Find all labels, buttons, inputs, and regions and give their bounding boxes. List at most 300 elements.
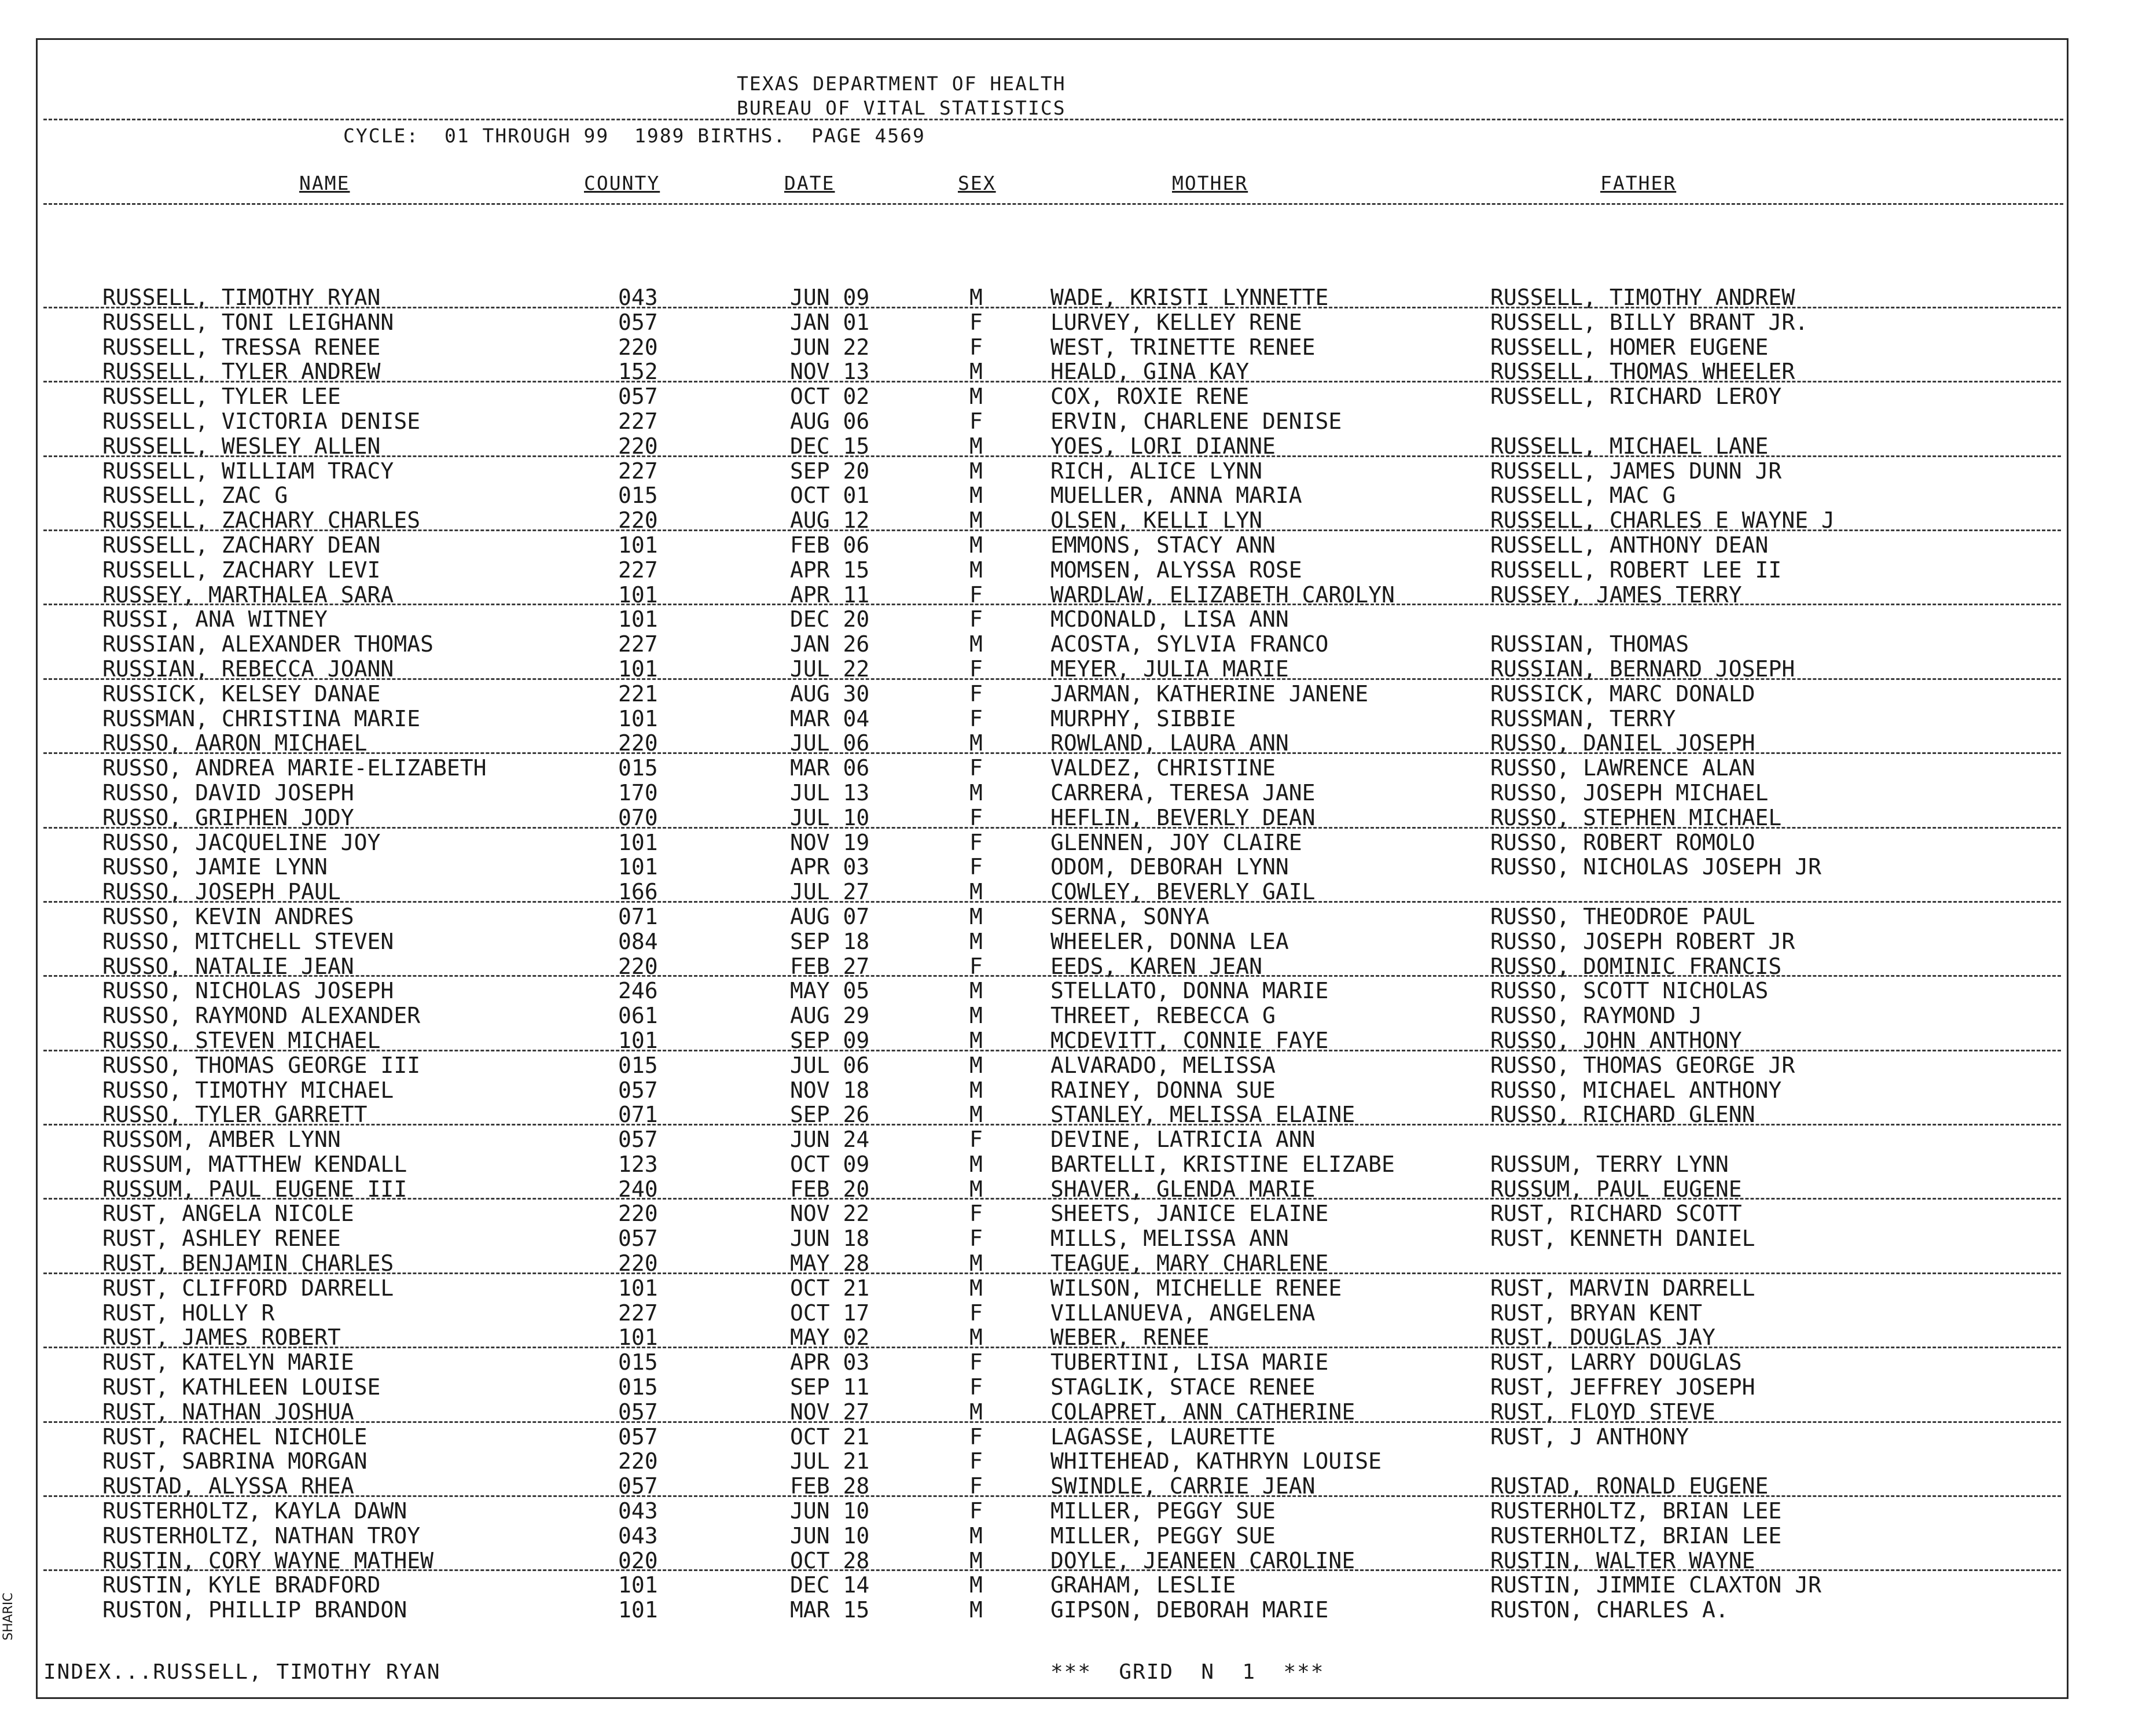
record-name: RUSSO, MITCHELL STEVEN — [102, 928, 394, 954]
table-row — [38, 607, 2067, 632]
table-row — [38, 1425, 2067, 1450]
record-mother: DOYLE, JEANEEN CAROLINE — [1050, 1547, 1355, 1573]
record-sex: F — [969, 1424, 983, 1450]
record-sex: F — [969, 1349, 983, 1375]
record-sex: M — [969, 1102, 983, 1128]
record-county: 015 — [618, 483, 658, 509]
record-father: RUSSELL, HOMER EUGENE — [1490, 334, 1769, 360]
record-father: RUSSICK, MARC DONALD — [1490, 681, 1755, 707]
record-county: 101 — [618, 705, 658, 731]
record-date: JUN 24 — [790, 1127, 870, 1153]
table-row — [38, 806, 2067, 830]
record-father: RUSTON, CHARLES A. — [1490, 1597, 1729, 1623]
record-name: RUSTAD, ALYSSA RHEA — [102, 1473, 354, 1499]
record-name: RUST, ASHLEY RENEE — [102, 1226, 341, 1252]
record-name: RUSSO, THOMAS GEORGE III — [102, 1052, 421, 1078]
record-name: RUSTON, PHILLIP BRANDON — [102, 1597, 407, 1623]
table-row — [38, 979, 2067, 1003]
record-name: RUSSO, NICHOLAS JOSEPH — [102, 978, 394, 1004]
record-father: RUSSELL, MICHAEL LANE — [1490, 433, 1769, 459]
record-county: 101 — [618, 532, 658, 558]
record-mother: ACOSTA, SYLVIA FRANCO — [1050, 631, 1329, 657]
record-date: AUG 12 — [790, 507, 870, 534]
record-father: RUSSO, DOMINIC FRANCIS — [1490, 953, 1782, 979]
record-father: RUST, BRYAN KENT — [1490, 1300, 1703, 1326]
record-county: 170 — [618, 779, 658, 806]
record-date: MAR 15 — [790, 1597, 870, 1623]
table-row — [38, 359, 2067, 384]
record-father: RUST, JEFFREY JOSEPH — [1490, 1374, 1755, 1400]
record-county: 101 — [618, 829, 658, 855]
record-sex: F — [969, 705, 983, 731]
record-date: OCT 01 — [790, 483, 870, 509]
record-mother: WILSON, MICHELLE RENEE — [1050, 1275, 1342, 1301]
record-father: RUSTIN, WALTER WAYNE — [1490, 1547, 1755, 1573]
table-row — [38, 1078, 2067, 1103]
record-father: RUSSO, LAWRENCE ALAN — [1490, 755, 1755, 781]
record-father: RUST, KENNETH DANIEL — [1490, 1226, 1755, 1252]
record-mother: GIPSON, DEBORAH MARIE — [1050, 1597, 1329, 1623]
record-mother: TEAGUE, MARY CHARLENE — [1050, 1250, 1329, 1277]
record-father: RUST, J ANTHONY — [1490, 1424, 1689, 1450]
agency-title: TEXAS DEPARTMENT OF HEALTH — [737, 72, 1066, 95]
record-name: RUSSO, JACQUELINE JOY — [102, 829, 381, 855]
record-date: JUL 06 — [790, 730, 870, 756]
record-county: 015 — [618, 1349, 658, 1375]
record-county: 057 — [618, 1399, 658, 1425]
record-father: RUSSELL, BILLY BRANT JR. — [1490, 309, 1809, 335]
record-father: RUSSELL, THOMAS WHEELER — [1490, 359, 1795, 385]
record-sex: M — [969, 384, 983, 410]
record-date: OCT 09 — [790, 1151, 870, 1177]
record-county: 227 — [618, 631, 658, 657]
record-sex: F — [969, 681, 983, 707]
record-county: 220 — [618, 1201, 658, 1227]
record-father: RUSSO, ROBERT ROMOLO — [1490, 829, 1755, 855]
record-county: 015 — [618, 1052, 658, 1078]
table-row — [38, 1375, 2067, 1400]
record-mother: SERNA, SONYA — [1050, 903, 1210, 929]
record-date: OCT 21 — [790, 1275, 870, 1301]
record-name: RUSSELL, WESLEY ALLEN — [102, 433, 381, 459]
table-row — [38, 1598, 2067, 1623]
record-father: RUSSO, JOSEPH MICHAEL — [1490, 779, 1769, 806]
record-date: MAY 28 — [790, 1250, 870, 1277]
record-father: RUSSUM, TERRY LYNN — [1490, 1151, 1729, 1177]
record-name: RUSTERHOLTZ, NATHAN TROY — [102, 1522, 421, 1549]
record-sex: M — [969, 1325, 983, 1351]
record-sex: M — [969, 359, 983, 385]
record-father: RUST, LARRY DOUGLAS — [1490, 1349, 1742, 1375]
record-county: 221 — [618, 681, 658, 707]
record-date: FEB 20 — [790, 1176, 870, 1202]
record-name: RUSSEY, MARTHALEA SARA — [102, 582, 394, 608]
table-row — [38, 707, 2067, 731]
record-name: RUSSO, DAVID JOSEPH — [102, 779, 354, 806]
record-father: RUSSO, JOHN ANTHONY — [1490, 1027, 1742, 1053]
table-row — [38, 1350, 2067, 1375]
record-mother: GRAHAM, LESLIE — [1050, 1572, 1236, 1598]
record-name: RUSSMAN, CHRISTINA MARIE — [102, 705, 421, 731]
record-mother: RAINEY, DONNA SUE — [1050, 1077, 1276, 1103]
record-name: RUSSIAN, ALEXANDER THOMAS — [102, 631, 433, 657]
record-county: 101 — [618, 854, 658, 880]
record-father: RUSSO, JOSEPH ROBERT JR — [1490, 928, 1795, 954]
record-date: MAR 04 — [790, 705, 870, 731]
record-name: RUSSELL, TYLER ANDREW — [102, 359, 381, 385]
table-row — [38, 1251, 2067, 1276]
record-sex: F — [969, 1201, 983, 1227]
record-mother: MILLER, PEGGY SUE — [1050, 1522, 1276, 1549]
record-county: 057 — [618, 1077, 658, 1103]
record-date: NOV 13 — [790, 359, 870, 385]
record-sex: M — [969, 1572, 983, 1598]
record-name: RUSSO, KEVIN ANDRES — [102, 903, 354, 929]
record-father: RUSSO, THOMAS GEORGE JR — [1490, 1052, 1795, 1078]
record-mother: SHAVER, GLENDA MARIE — [1050, 1176, 1316, 1202]
record-name: RUSSELL, ZAC G — [102, 483, 288, 509]
table-row — [38, 682, 2067, 707]
grid-footer: *** GRID N 1 *** — [1050, 1660, 1325, 1684]
record-name: RUSSO, TYLER GARRETT — [102, 1102, 368, 1128]
record-date: JUN 22 — [790, 334, 870, 360]
record-father: RUSSELL, ROBERT LEE II — [1490, 557, 1782, 583]
record-father: RUSTIN, JIMMIE CLAXTON JR — [1490, 1572, 1821, 1598]
record-county: 061 — [618, 1003, 658, 1029]
record-sex: F — [969, 1226, 983, 1252]
column-header-divider — [43, 203, 2063, 205]
record-date: JUL 21 — [790, 1448, 870, 1474]
record-date: DEC 20 — [790, 606, 870, 632]
record-mother: COLAPRET, ANN CATHERINE — [1050, 1399, 1355, 1425]
record-sex: F — [969, 829, 983, 855]
record-name: RUST, CLIFFORD DARRELL — [102, 1275, 394, 1301]
record-mother: WEST, TRINETTE RENEE — [1050, 334, 1316, 360]
record-father: RUSSELL, JAMES DUNN JR — [1490, 458, 1782, 484]
record-date: JUL 22 — [790, 656, 870, 682]
record-mother: LAGASSE, LAURETTE — [1050, 1424, 1276, 1450]
record-county: 101 — [618, 1275, 658, 1301]
record-date: SEP 11 — [790, 1374, 870, 1400]
record-father: RUSTERHOLTZ, BRIAN LEE — [1490, 1522, 1782, 1549]
record-county: 227 — [618, 408, 658, 434]
record-mother: YOES, LORI DIANNE — [1050, 433, 1276, 459]
record-county: 101 — [618, 1325, 658, 1351]
record-date: MAY 02 — [790, 1325, 870, 1351]
table-row — [38, 533, 2067, 558]
record-father: RUSSO, SCOTT NICHOLAS — [1490, 978, 1769, 1004]
table-row — [38, 1053, 2067, 1078]
record-mother: VILLANUEVA, ANGELENA — [1050, 1300, 1316, 1326]
table-row — [38, 558, 2067, 583]
record-father: RUSTERHOLTZ, BRIAN LEE — [1490, 1498, 1782, 1524]
record-father: RUST, DOUGLAS JAY — [1490, 1325, 1715, 1351]
table-row — [38, 954, 2067, 979]
record-county: 070 — [618, 804, 658, 830]
table-row — [38, 657, 2067, 682]
table-row — [38, 1549, 2067, 1573]
table-row — [38, 1102, 2067, 1127]
record-mother: STELLATO, DONNA MARIE — [1050, 978, 1329, 1004]
column-header-county: COUNTY — [584, 172, 660, 194]
record-mother: COX, ROXIE RENE — [1050, 384, 1250, 410]
bureau-title: BUREAU OF VITAL STATISTICS — [737, 97, 1066, 119]
record-name: RUSSO, JOSEPH PAUL — [102, 879, 341, 905]
column-header-date: DATE — [784, 172, 835, 194]
record-father: RUSSELL, MAC G — [1490, 483, 1676, 509]
record-date: OCT 02 — [790, 384, 870, 410]
record-name: RUSSELL, TRESSA RENEE — [102, 334, 381, 360]
record-name: RUST, ANGELA NICOLE — [102, 1201, 354, 1227]
record-father: RUSSO, MICHAEL ANTHONY — [1490, 1077, 1782, 1103]
record-mother: ROWLAND, LAURA ANN — [1050, 730, 1289, 756]
record-name: RUST, SABRINA MORGAN — [102, 1448, 368, 1474]
record-county: 057 — [618, 1127, 658, 1153]
record-mother: MUELLER, ANNA MARIA — [1050, 483, 1302, 509]
index-footer: INDEX...RUSSELL, TIMOTHY RYAN — [43, 1660, 441, 1684]
record-father: RUSSO, THEODROE PAUL — [1490, 903, 1755, 929]
record-sex: M — [969, 928, 983, 954]
record-name: RUSSELL, ZACHARY DEAN — [102, 532, 381, 558]
record-date: AUG 06 — [790, 408, 870, 434]
record-father: RUSSELL, TIMOTHY ANDREW — [1490, 285, 1795, 310]
table-row — [38, 929, 2067, 954]
record-name: RUSSELL, ZACHARY CHARLES — [102, 507, 421, 534]
record-sex: F — [969, 582, 983, 608]
table-row — [38, 1226, 2067, 1251]
record-father: RUSSO, DANIEL JOSEPH — [1490, 730, 1755, 756]
record-sex: M — [969, 483, 983, 509]
table-row — [38, 781, 2067, 806]
table-row — [38, 508, 2067, 533]
record-name: RUSSELL, WILLIAM TRACY — [102, 458, 394, 484]
record-date: OCT 21 — [790, 1424, 870, 1450]
record-date: JUN 18 — [790, 1226, 870, 1252]
record-date: DEC 15 — [790, 433, 870, 459]
record-sex: M — [969, 1077, 983, 1103]
record-mother: COWLEY, BEVERLY GAIL — [1050, 879, 1316, 905]
record-date: APR 11 — [790, 582, 870, 608]
record-date: NOV 19 — [790, 829, 870, 855]
record-mother: MCDEVITT, CONNIE FAYE — [1050, 1027, 1329, 1053]
table-row — [38, 1325, 2067, 1350]
table-row — [38, 830, 2067, 855]
table-row — [38, 1449, 2067, 1474]
record-mother: STAGLIK, STACE RENEE — [1050, 1374, 1316, 1400]
record-father: RUSSELL, ANTHONY DEAN — [1490, 532, 1769, 558]
table-row — [38, 1152, 2067, 1177]
record-name: RUST, BENJAMIN CHARLES — [102, 1250, 394, 1277]
record-sex: F — [969, 606, 983, 632]
record-name: RUSSELL, TIMOTHY RYAN — [102, 285, 381, 310]
record-county: 152 — [618, 359, 658, 385]
side-label: SHARIC — [1, 1592, 16, 1641]
record-sex: M — [969, 507, 983, 534]
record-sex: M — [969, 1399, 983, 1425]
record-county: 057 — [618, 1226, 658, 1252]
record-date: NOV 27 — [790, 1399, 870, 1425]
table-row — [38, 1028, 2067, 1053]
record-mother: TUBERTINI, LISA MARIE — [1050, 1349, 1329, 1375]
record-date: FEB 06 — [790, 532, 870, 558]
record-date: NOV 22 — [790, 1201, 870, 1227]
record-name: RUST, KATELYN MARIE — [102, 1349, 354, 1375]
table-row — [38, 384, 2067, 409]
record-name: RUSSO, GRIPHEN JODY — [102, 804, 354, 830]
record-mother: OLSEN, KELLI LYN — [1050, 507, 1263, 534]
table-row — [38, 335, 2067, 360]
record-sex: M — [969, 557, 983, 583]
table-row — [38, 632, 2067, 657]
record-county: 220 — [618, 1250, 658, 1277]
record-mother: LURVEY, KELLEY RENE — [1050, 309, 1302, 335]
table-row — [38, 409, 2067, 434]
record-date: JAN 26 — [790, 631, 870, 657]
record-date: AUG 29 — [790, 1003, 870, 1029]
table-row — [38, 1276, 2067, 1301]
table-row — [38, 1400, 2067, 1425]
record-name: RUSSO, ANDREA MARIE-ELIZABETH — [102, 755, 487, 781]
record-sex: M — [969, 879, 983, 905]
record-county: 220 — [618, 507, 658, 534]
record-father: RUSSIAN, THOMAS — [1490, 631, 1689, 657]
record-mother: BARTELLI, KRISTINE ELIZABE — [1050, 1151, 1395, 1177]
report-page-frame — [36, 38, 2068, 1699]
record-date: JAN 01 — [790, 309, 870, 335]
record-county: 043 — [618, 1498, 658, 1524]
record-county: 227 — [618, 1300, 658, 1326]
record-county: 220 — [618, 334, 658, 360]
record-name: RUSTIN, KYLE BRADFORD — [102, 1572, 381, 1598]
record-county: 015 — [618, 755, 658, 781]
record-mother: MILLS, MELISSA ANN — [1050, 1226, 1289, 1252]
column-header-name: NAME — [299, 172, 350, 194]
table-row — [38, 1127, 2067, 1152]
record-mother: SWINDLE, CARRIE JEAN — [1050, 1473, 1316, 1499]
record-mother: SHEETS, JANICE ELAINE — [1050, 1201, 1329, 1227]
record-mother: VALDEZ, CHRISTINE — [1050, 755, 1276, 781]
record-date: JUN 10 — [790, 1522, 870, 1549]
record-mother: MURPHY, SIBBIE — [1050, 705, 1236, 731]
record-mother: WHITEHEAD, KATHRYN LOUISE — [1050, 1448, 1382, 1474]
record-name: RUST, JAMES ROBERT — [102, 1325, 341, 1351]
record-sex: M — [969, 532, 983, 558]
record-date: AUG 07 — [790, 903, 870, 929]
record-name: RUST, RACHEL NICHOLE — [102, 1424, 368, 1450]
record-name: RUSSO, NATALIE JEAN — [102, 953, 354, 979]
record-sex: M — [969, 631, 983, 657]
record-mother: JARMAN, KATHERINE JANENE — [1050, 681, 1369, 707]
record-name: RUSSELL, ZACHARY LEVI — [102, 557, 381, 583]
record-sex: F — [969, 1498, 983, 1524]
record-date: DEC 14 — [790, 1572, 870, 1598]
record-name: RUSSELL, TONI LEIGHANN — [102, 309, 394, 335]
record-date: JUL 27 — [790, 879, 870, 905]
record-name: RUSSO, TIMOTHY MICHAEL — [102, 1077, 394, 1103]
record-county: 015 — [618, 1374, 658, 1400]
table-row — [38, 1301, 2067, 1326]
record-sex: F — [969, 1448, 983, 1474]
record-county: 057 — [618, 1473, 658, 1499]
record-name: RUSSELL, VICTORIA DENISE — [102, 408, 421, 434]
record-mother: WARDLAW, ELIZABETH CAROLYN — [1050, 582, 1395, 608]
record-date: FEB 27 — [790, 953, 870, 979]
record-mother: THREET, REBECCA G — [1050, 1003, 1276, 1029]
record-name: RUSSI, ANA WITNEY — [102, 606, 328, 632]
record-father: RUST, MARVIN DARRELL — [1490, 1275, 1755, 1301]
table-row — [38, 285, 2067, 310]
record-date: NOV 18 — [790, 1077, 870, 1103]
record-county: 101 — [618, 1597, 658, 1623]
record-date: APR 15 — [790, 557, 870, 583]
record-county: 246 — [618, 978, 658, 1004]
record-county: 057 — [618, 309, 658, 335]
record-mother: DEVINE, LATRICIA ANN — [1050, 1127, 1316, 1153]
record-date: JUN 09 — [790, 285, 870, 310]
record-sex: F — [969, 408, 983, 434]
record-sex: M — [969, 903, 983, 929]
record-county: 057 — [618, 384, 658, 410]
record-date: AUG 30 — [790, 681, 870, 707]
record-sex: F — [969, 309, 983, 335]
record-mother: EMMONS, STACY ANN — [1050, 532, 1276, 558]
record-date: OCT 17 — [790, 1300, 870, 1326]
record-county: 220 — [618, 953, 658, 979]
record-date: SEP 18 — [790, 928, 870, 954]
record-father: RUSSMAN, TERRY — [1490, 705, 1676, 731]
record-county: 084 — [618, 928, 658, 954]
record-father: RUST, FLOYD STEVE — [1490, 1399, 1715, 1425]
record-mother: WHEELER, DONNA LEA — [1050, 928, 1289, 954]
record-sex: M — [969, 978, 983, 1004]
record-county: 071 — [618, 1102, 658, 1128]
record-name: RUSTIN, CORY WAYNE MATHEW — [102, 1547, 433, 1573]
record-sex: M — [969, 1176, 983, 1202]
record-sex: F — [969, 1374, 983, 1400]
record-county: 166 — [618, 879, 658, 905]
cycle-line: CYCLE: 01 THROUGH 99 1989 BIRTHS. PAGE 4569 — [343, 124, 925, 147]
table-row — [38, 855, 2067, 880]
record-sex: M — [969, 1250, 983, 1277]
record-sex: F — [969, 1473, 983, 1499]
record-mother: ODOM, DEBORAH LYNN — [1050, 854, 1289, 880]
record-sex: F — [969, 804, 983, 830]
record-county: 071 — [618, 903, 658, 929]
record-father: RUSSUM, PAUL EUGENE — [1490, 1176, 1742, 1202]
record-father: RUST, RICHARD SCOTT — [1490, 1201, 1742, 1227]
table-row — [38, 483, 2067, 508]
record-county: 101 — [618, 1572, 658, 1598]
record-sex: F — [969, 656, 983, 682]
record-name: RUSSO, JAMIE LYNN — [102, 854, 328, 880]
record-sex: M — [969, 1027, 983, 1053]
record-date: FEB 28 — [790, 1473, 870, 1499]
record-father: RUSSO, RICHARD GLENN — [1490, 1102, 1755, 1128]
record-date: SEP 09 — [790, 1027, 870, 1053]
record-sex: M — [969, 1597, 983, 1623]
record-mother: ERVIN, CHARLENE DENISE — [1050, 408, 1342, 434]
record-date: OCT 28 — [790, 1547, 870, 1573]
record-date: SEP 26 — [790, 1102, 870, 1128]
record-mother: HEALD, GINA KAY — [1050, 359, 1250, 385]
record-sex: M — [969, 1522, 983, 1549]
record-name: RUSSICK, KELSEY DANAE — [102, 681, 381, 707]
record-date: MAY 05 — [790, 978, 870, 1004]
records-table — [38, 285, 2067, 1623]
table-row — [38, 1499, 2067, 1524]
record-sex: F — [969, 755, 983, 781]
record-father: RUSTAD, RONALD EUGENE — [1490, 1473, 1769, 1499]
